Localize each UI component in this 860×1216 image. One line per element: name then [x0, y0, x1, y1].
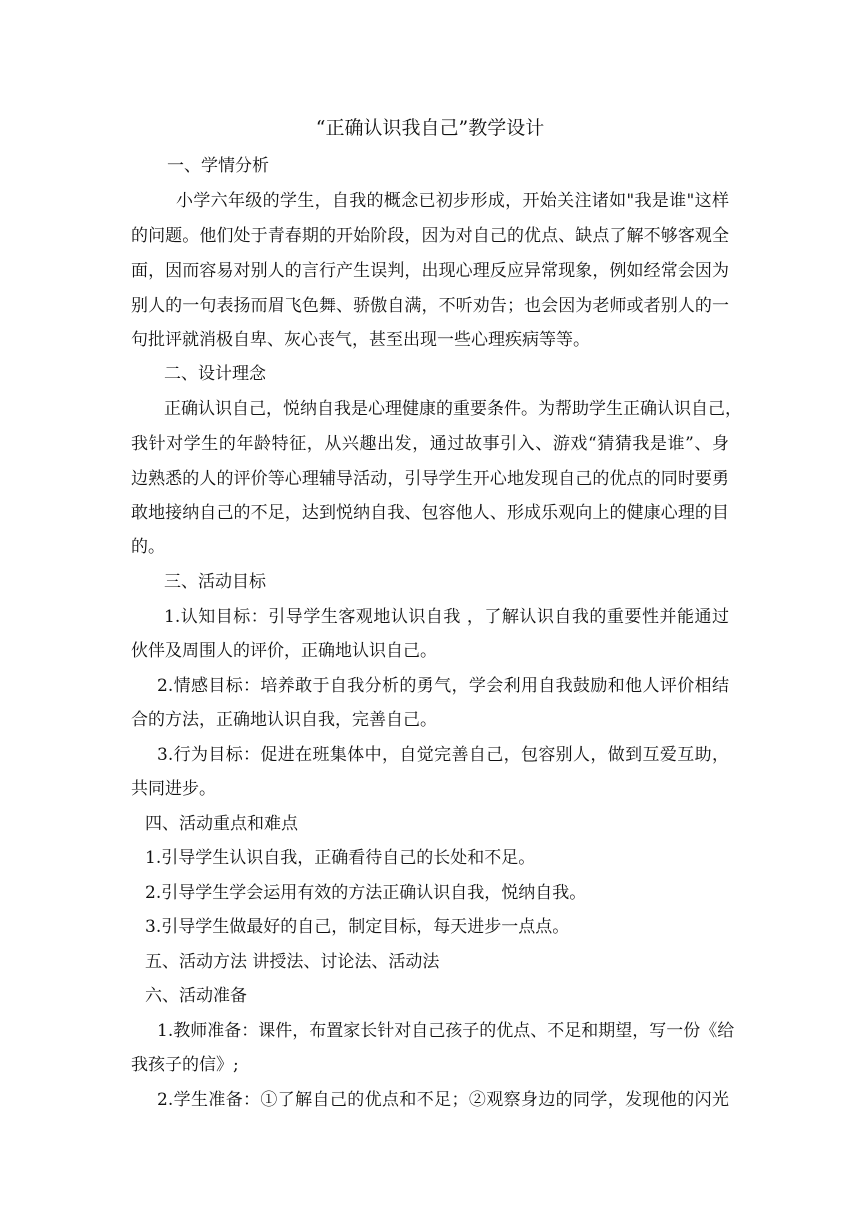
goal-item-continued: 伙伴及周围人的评价，正确地认识自己。: [131, 641, 437, 661]
section-heading-design-concept: 二、设计理念: [164, 364, 266, 384]
paragraph-line: 我针对学生的年龄特征，从兴趣出发，通过故事引入、游戏“猜猜我是谁”、身: [131, 434, 729, 454]
paragraph-line: 边熟悉的人的评价等心理辅导活动，引导学生开心地发现自己的优点的同时要勇: [131, 469, 729, 489]
key-point-item: 3.引导学生做最好的自己，制定目标，每天进步一点点。: [145, 917, 570, 937]
section-heading-key-points: 四、活动重点和难点: [145, 814, 298, 834]
preparation-item: 1.教师准备：课件，布置家长针对自己孩子的优点、不足和期望，写一份《给: [157, 1021, 735, 1041]
key-point-item: 2.引导学生学会运用有效的方法正确认识自我，悦纳自我。: [145, 883, 587, 903]
paragraph-line: 句批评就消极自卑、灰心丧气，甚至出现一些心理疾病等等。: [131, 330, 590, 350]
paragraph-line: 正确认识自己，悦纳自我是心理健康的重要条件。为帮助学生正确认识自己，: [164, 399, 742, 419]
paragraph-line: 敢地接纳自己的不足，达到悦纳自我、包容他人、形成乐观向上的健康心理的目: [131, 503, 729, 523]
section-heading-activity-goals: 三、活动目标: [164, 572, 266, 592]
goal-item-continued: 共同进步。: [131, 779, 216, 799]
document-title: “正确认识我自己”教学设计: [315, 117, 545, 139]
paragraph-line: 的问题。他们处于青春期的开始阶段，因为对自己的优点、缺点了解不够客观全: [131, 226, 729, 246]
goal-item: 2.情感目标：培养敢于自我分析的勇气，学会利用自我鼓励和他人评价相结: [157, 676, 729, 696]
key-point-item: 1.引导学生认识自我，正确看待自己的长处和不足。: [145, 848, 536, 868]
preparation-item: 2.学生准备：①了解自己的优点和不足；②观察身边的同学，发现他的闪光: [157, 1090, 729, 1110]
paragraph-line: 的。: [131, 537, 165, 557]
section-heading-activity-methods: 五、活动方法 讲授法、讨论法、活动法: [145, 952, 440, 972]
paragraph-line: 面，因而容易对别人的言行产生误判，出现心理反应异常现象，例如经常会因为: [131, 261, 729, 281]
paragraph-line: 小学六年级的学生，自我的概念已初步形成，开始关注诸如"我是谁"这样: [176, 191, 729, 211]
paragraph-line: 别人的一句表扬而眉飞色舞、骄傲自满，不听劝告；也会因为老师或者别人的一: [131, 296, 729, 316]
goal-item: 3.行为目标：促进在班集体中，自觉完善自己，包容别人，做到互爱互助，: [157, 745, 729, 765]
preparation-item-continued: 我孩子的信》;: [131, 1055, 239, 1075]
goal-item-continued: 合的方法，正确地认识自我，完善自己。: [131, 710, 437, 730]
section-heading-activity-preparation: 六、活动准备: [145, 986, 247, 1006]
goal-item: 1.认知目标：引导学生客观地认识自我 ，了解认识自我的重要性并能通过: [164, 607, 729, 627]
section-heading-learning-analysis: 一、学情分析: [167, 156, 269, 176]
